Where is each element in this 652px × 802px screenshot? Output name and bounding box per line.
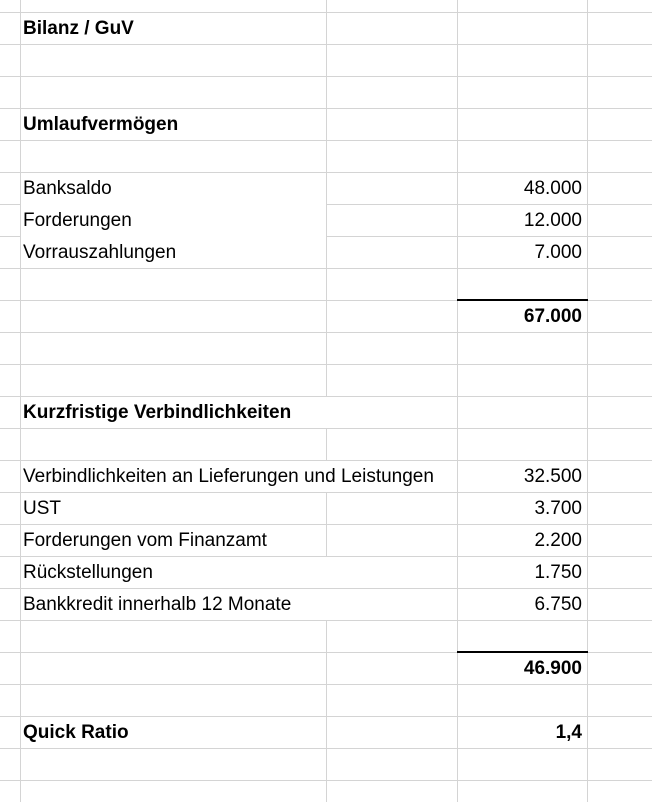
row-label-banksaldo[interactable]: Banksaldo (23, 178, 112, 199)
row-value-forderungen[interactable]: 12.000 (523, 210, 582, 231)
row-label-verbindlichkeiten[interactable]: Verbindlichkeiten an Lieferungen und Leistungen (23, 466, 434, 487)
row-label-forderungen[interactable]: Forderungen (23, 210, 132, 231)
sheet-title[interactable]: Bilanz / GuV (23, 18, 134, 39)
row-value-forderungen-finanzamt[interactable]: 2.200 (534, 530, 582, 551)
row-label-vorrauszahlungen[interactable]: Vorrauszahlungen (23, 242, 177, 263)
column-border (587, 0, 588, 802)
quick-ratio-label[interactable]: Quick Ratio (23, 722, 129, 743)
section-heading-current-assets[interactable]: Umlaufvermögen (23, 114, 179, 135)
quick-ratio-value[interactable]: 1,4 (555, 722, 582, 743)
row-value-ust[interactable]: 3.700 (534, 498, 582, 519)
row-label-ust[interactable]: UST (23, 498, 61, 519)
row-value-rueckstellungen[interactable]: 1.750 (534, 562, 582, 583)
row-value-verbindlichkeiten[interactable]: 32.500 (523, 466, 582, 487)
row-border (0, 76, 652, 77)
total-current-liabilities[interactable]: 46.900 (523, 658, 582, 679)
row-border (0, 780, 652, 781)
section-heading-current-liabilities[interactable]: Kurzfristige Verbindlichkeiten (23, 402, 292, 423)
row-border (0, 364, 652, 365)
row-label-bankkredit[interactable]: Bankkredit innerhalb 12 Monate (23, 594, 292, 615)
total-current-assets[interactable]: 67.000 (523, 306, 582, 327)
row-value-vorrauszahlungen[interactable]: 7.000 (534, 242, 582, 263)
row-label-forderungen-finanzamt[interactable]: Forderungen vom Finanzamt (23, 530, 267, 551)
row-value-bankkredit[interactable]: 6.750 (534, 594, 582, 615)
row-value-banksaldo[interactable]: 48.000 (523, 178, 582, 199)
row-label-rueckstellungen[interactable]: Rückstellungen (23, 562, 153, 583)
